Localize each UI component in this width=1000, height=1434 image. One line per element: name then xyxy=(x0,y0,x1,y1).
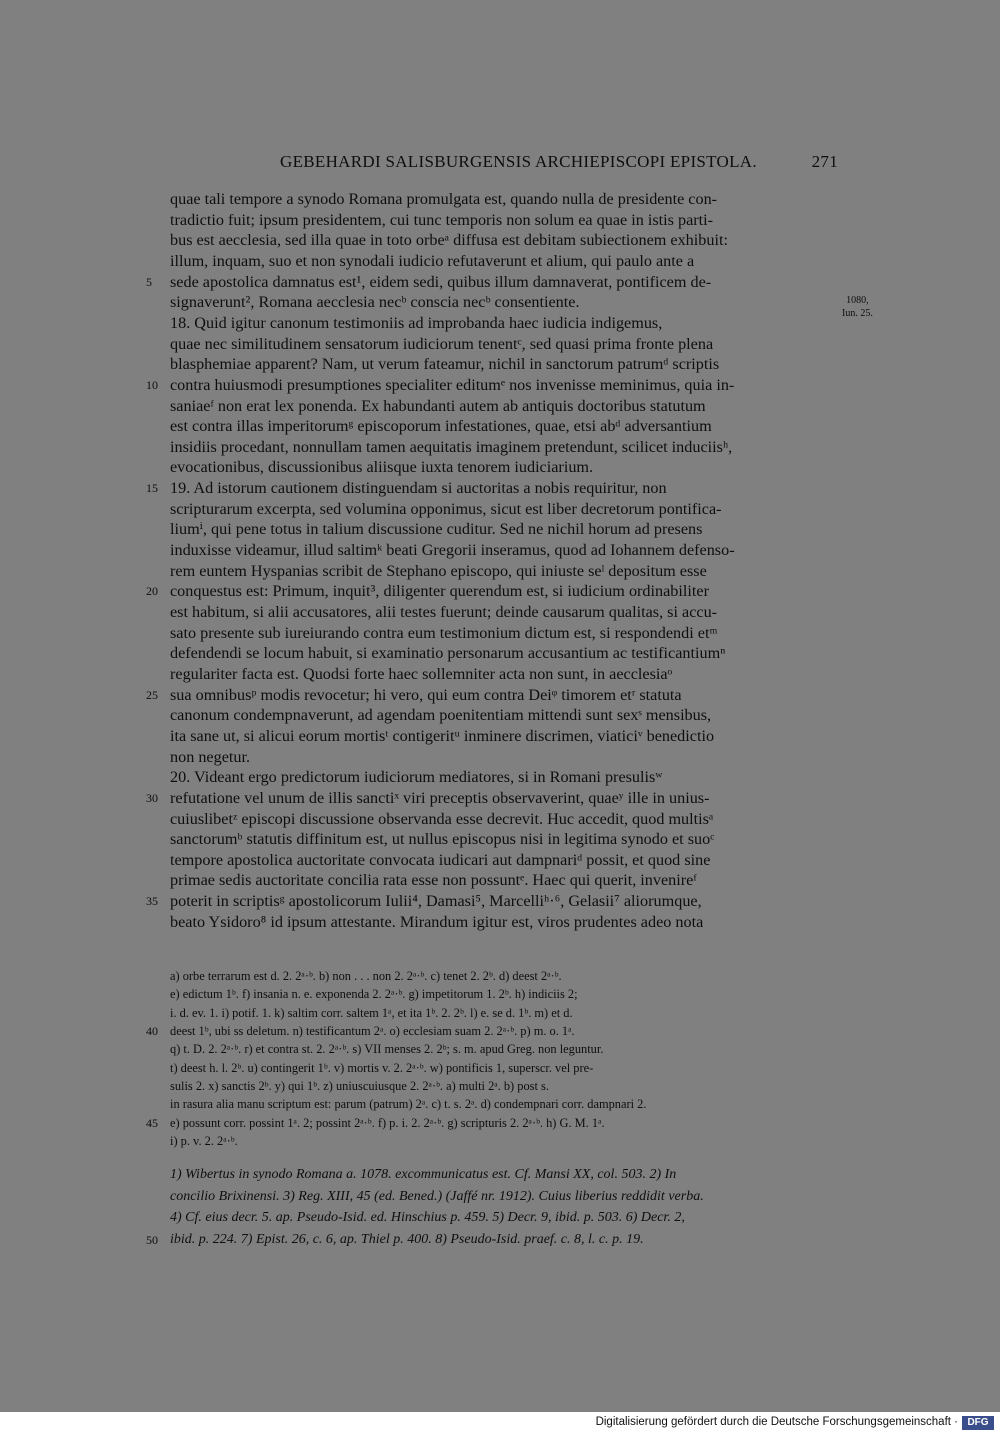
text-line: tempore apostolica auctoritate convocata iudicari aut dampnariᵈ possit, et quod sine xyxy=(170,850,711,869)
text-line: canonum condempnaverunt, ad agendam poenitentiam mittendi sunt sexˢ mensibus, xyxy=(170,706,712,725)
text-line: evocationibus, discussionibus aliisque iuxta tenorem iudiciarium. xyxy=(170,458,594,477)
margin-date-note xyxy=(842,294,873,320)
text-line: sua omnibusᵖ modis revocetur; hi vero, qui eum contra Deiᵠ timorem etʳ statuta xyxy=(170,685,682,704)
text-line: liumⁱ, qui pene totus in talium discussione cuditur. Sed ne nichil horum ad presens xyxy=(170,520,703,539)
dfg-logo[interactable]: DFG xyxy=(962,1416,994,1430)
text-line: insidiis procedant, nonnullam tamen aequitatis imaginem pretendunt, scilicet induciisʰ, xyxy=(170,437,733,456)
apparatus-line: deest 1ᵇ, ubi ss deletum. n) testificantum 2ᵃ. o) ecclesiam suam 2. 2ᵃ·ᵇ. p) m. o. 1ᵃ. xyxy=(170,1024,575,1039)
text-line: quae nec similitudinem sensatorum iudiciorum tenentᶜ, sed quasi prima fronte plena xyxy=(170,334,714,353)
footer-text: Digitalisierung gefördert durch die Deutsche Forschungsgemeinschaft · xyxy=(595,1416,958,1428)
text-line: beato Ysidoro⁸ id ipsum attestante. Mirandum igitur est, viros prudentes adeo nota xyxy=(170,912,704,931)
text-line: rem euntem Hyspanias scribit de Stephano episcopo, qui iniuste seˡ depositum esse xyxy=(170,561,707,580)
apparatus-line: i) p. v. 2. 2ᵃ·ᵇ. xyxy=(170,1134,238,1149)
text-line: quae tali tempore a synodo Romana promulgata est, quando nulla de presidente con- xyxy=(170,190,718,208)
footnote-line: 4) Cf. eius decr. 5. ap. Pseudo-Isid. ed. Hinschius p. 459. 5) Decr. 9, ibid. p. 503. 6) Decr. 2, xyxy=(170,1210,685,1225)
margin-date: Iun. 25. xyxy=(842,308,873,319)
footnote-line: ibid. p. 224. 7) Epist. 26, c. 6, ap. Thiel p. 400. 8) Pseudo-Isid. praef. c. 8, l. c. p. 19. xyxy=(170,1231,644,1247)
text-line: regulariter facta est. Quodsi forte haec sollemniter acta non sunt, in aecclesiaᵒ xyxy=(170,664,673,683)
apparatus-line: i. d. ev. 1. i) potif. 1. k) saltim corr. saltem 1ᵃ, et ita 1ᵇ. 2. 2ᵇ. l) e. se d. 1ᵇ. m) et d. xyxy=(170,1005,573,1020)
footnote-line: concilio Brixinensi. 3) Reg. XIII, 45 (ed. Bened.) (Jaffé nr. 1912). Cuius liberius reddidit verba. xyxy=(170,1188,704,1204)
text-line: 18. Quid igitur canonum testimoniis ad improbanda haec iudicia indigemus, xyxy=(170,313,663,332)
text-line: non negetur. xyxy=(170,747,251,766)
running-title: GEBEHARDI SALISBURGENSIS ARCHIEPISCOPI EPISTOLA. xyxy=(280,152,757,171)
line-number: 5 xyxy=(146,274,152,289)
page-number: 271 xyxy=(811,152,838,171)
line-number: 35 xyxy=(146,894,158,909)
apparatus-line: q) t. D. 2. 2ᵃ·ᵇ. r) et contra st. 2. 2ᵃ·ᵇ. s) VII menses 2. 2ᵇ; s. m. apud Greg. non leguntur. xyxy=(170,1042,604,1057)
line-number: 45 xyxy=(146,1115,158,1130)
text-line: est contra illas imperitorumᵍ episcoporum infestationes, quae, etsi abᵈ adversantium xyxy=(170,417,712,436)
line-number: 10 xyxy=(146,377,158,392)
line-number: 15 xyxy=(146,481,158,496)
apparatus-line: a) orbe terrarum est d. 2. 2ᵃ·ᵇ. b) non . . . non 2. 2ᵃ·ᵇ. c) tenet 2. 2ᵇ. d) deest 2ᵃ·ᵇ. xyxy=(170,969,562,983)
text-line: 20. Videant ergo predictorum iudiciorum mediatores, si in Romani presulisʷ xyxy=(170,768,663,787)
text-line: cuiuslibetᶻ episcopi discussione observanda esse decrevit. Huc accedit, quod multisᵃ xyxy=(170,809,714,828)
footnote-line: 1) Wibertus in synodo Romana a. 1078. excommunicatus est. Cf. Mansi XX, col. 503. 2) In xyxy=(170,1167,677,1182)
text-line: 19. Ad istorum cautionem distinguendam si auctoritas a nobis requiritur, non xyxy=(170,479,667,498)
text-line: illum, inquam, suo et non synodali iudicio refutaverunt et alium, qui paulo ante a xyxy=(170,251,695,270)
text-line: induxisse videamur, illud saltimᵏ beati Gregorii inseramus, quod ad Iohannem defenso- xyxy=(170,541,735,560)
line-number: 25 xyxy=(146,687,158,702)
text-line: blasphemiae apparent? Nam, ut verum fateamur, nichil in sanctorum patrumᵈ scriptis xyxy=(170,355,720,374)
text-line: tradictio fuit; ipsum presidentem, cui tunc temporis non solum ea quae in istis parti- xyxy=(170,210,714,229)
text-line: conquestus est: Primum, inquit³, diligenter querendum est, si iudicium ordinabiliter xyxy=(170,582,709,601)
text-line: saniaeᶠ non erat lex ponenda. Ex habundanti autem ab antiquis doctoribus statutum xyxy=(170,396,706,415)
apparatus-line: e) edictum 1ᵇ. f) insania n. e. exponenda 2. 2ᵃ·ᵇ. g) impetitorum 1. 2ᵇ. h) indiciis 2; xyxy=(170,987,578,1002)
margin-year: 1080, xyxy=(846,295,869,306)
text-line: est habitum, si alii accusatores, alii testes fuerunt; deinde causarum qualitas, si accu- xyxy=(170,603,718,621)
apparatus-line: in rasura alia manu scriptum est: parum (patrum) 2ᵃ. c) t. s. 2ᵃ. d) condempnari corr. dampnari 2. xyxy=(170,1097,647,1112)
apparatus-line: t) deest h. l. 2ᵇ. u) contingerit 1ᵇ. v) mortis v. 2. 2ᵃ·ᵇ. w) pontificis 1, superscr. vel pre- xyxy=(170,1060,594,1075)
digitization-footer xyxy=(0,1412,1000,1434)
line-number: 40 xyxy=(146,1024,158,1039)
text-line: primae sedis auctoritate concilia rata esse non possuntᵉ. Haec qui querit, invenireᶠ xyxy=(170,871,697,890)
text-line: poterit in scriptisᵍ apostolicorum Iulii⁴, Damasi⁵, Marcelliʰ·⁶, Gelasii⁷ aliorumque, xyxy=(170,892,702,911)
text-line: scripturarum excerpta, sed volumina opponimus, sicut est liber decretorum pontifica- xyxy=(170,499,722,518)
text-line: defendendi se locum habuit, si examinatio personarum accusantium ac testificantiumⁿ xyxy=(170,644,726,663)
text-line: sede apostolica damnatus est¹, eidem sedi, quibus illum damnaverat, pontificem de- xyxy=(170,272,712,291)
text-line: sato presente sub iureiurando contra eum testimonium dictum est, si respondendi etᵐ xyxy=(170,623,718,642)
text-line: sanctorumᵇ statutis diffinitum est, ut nullus episcopus nisi in legitima synodo et suoᶜ xyxy=(170,830,715,849)
text-line: ita sane ut, si alicui eorum mortisᵗ contigeritᵘ inminere discrimen, viaticiᵛ benedictio xyxy=(170,726,715,745)
line-number: 30 xyxy=(146,790,158,805)
text-line: bus est aecclesia, sed illa quae in toto orbeᵃ diffusa est debitam subiectionem exhibuit: xyxy=(170,231,728,250)
text-line: contra huiusmodi presumptiones specialiter editumᵉ nos invenisse meminimus, quia in- xyxy=(170,375,735,394)
text-line: signaverunt², Romana aecclesia necᵇ conscia necᵇ consentiente. xyxy=(170,293,580,312)
line-number: 20 xyxy=(146,584,158,599)
line-number: 50 xyxy=(146,1232,158,1247)
apparatus-line: e) possunt corr. possint 1ᵃ. 2; possint 2ᵃ·ᵇ. f) p. i. 2. 2ᵃ·ᵇ. g) scripturis 2. 2ᵃ·ᵇ. h) G. M. 1ᵃ. xyxy=(170,1115,605,1130)
text-line: refutatione vel unum de illis sanctiˣ viri preceptis observaverint, quaeʸ ille in unius- xyxy=(170,788,710,807)
apparatus-line: sulis 2. x) sanctis 2ᵇ. y) qui 1ᵇ. z) uniuscuiusque 2. 2ᵃ·ᵇ. a) multi 2ᵃ. b) post s. xyxy=(170,1079,549,1094)
